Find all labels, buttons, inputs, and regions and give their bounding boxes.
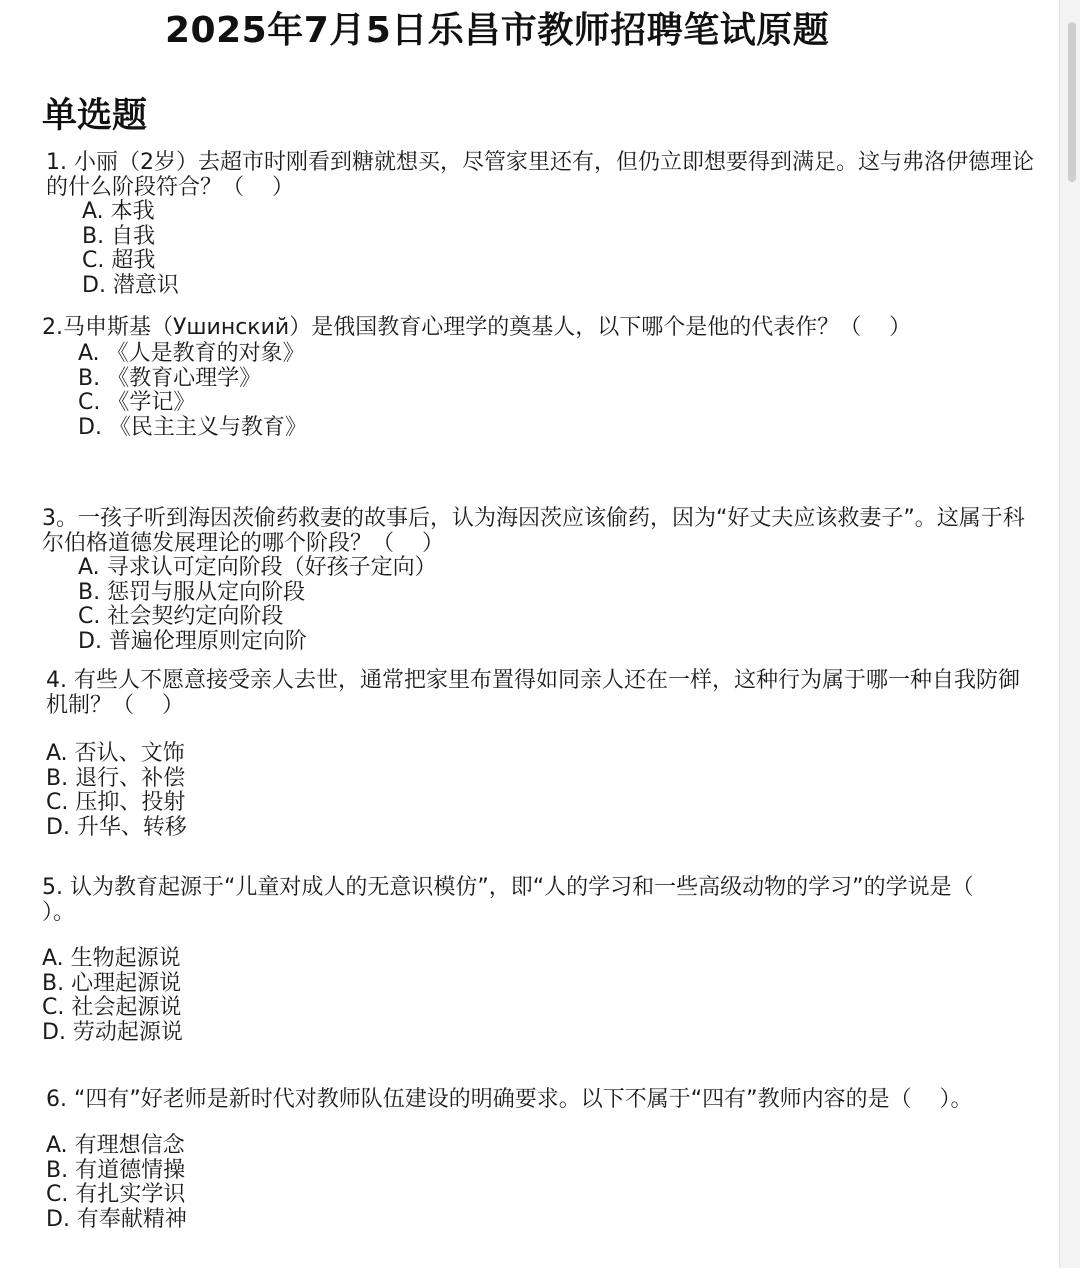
vertical-scrollbar[interactable] [1059, 0, 1080, 1268]
question-5 [42, 875, 1032, 1045]
option-d: D. 有奉献精神 [46, 1206, 187, 1232]
question-text: 5. 认为教育起源于“儿童对成人的无意识模仿”，即“人的学习和一些高级动物的学习”的学说是（ ）。 [42, 875, 1002, 925]
option-a: A. 生物起源说 [42, 946, 181, 971]
option-b: B. 有道德情操 [46, 1157, 186, 1183]
question-4 [46, 668, 1041, 840]
option-d: D. 潜意识 [82, 272, 179, 298]
question-1 [46, 150, 1036, 298]
option-c: C. 有扎实学识 [46, 1182, 186, 1207]
question-text: 1. 小丽（2岁）去超市时刚看到糖就想买，尽管家里还有，但仍立即想要得到满足。这与弗洛伊德理论的什么阶段符合？（ ） [46, 150, 1034, 200]
question-text: 4. 有些人不愿意接受亲人去世，通常把家里布置得如同亲人还在一样，这种行为属于哪一种自我防御机制？（ ） [46, 668, 1020, 718]
question-text: 2.马申斯基（Ушинский）是俄国教育心理学的奠基人，以下哪个是他的代表作？（ ） [42, 315, 912, 340]
scrollbar-thumb[interactable] [1068, 22, 1076, 182]
option-c: C. 超我 [82, 248, 156, 273]
option-c: C. 社会契约定向阶段 [78, 604, 284, 629]
option-d: D. 普遍伦理原则定向阶 [78, 628, 307, 654]
option-d: D. 升华、转移 [46, 814, 187, 840]
option-a: A. 有理想信念 [46, 1133, 185, 1158]
section-title: 单选题 [42, 96, 148, 136]
question-text: 6. “四有”好老师是新时代对教师队伍建设的明确要求。以下不属于“四有”教师内容的是（ ）。 [46, 1087, 973, 1112]
option-a: A. 寻求认可定向阶段（好孩子定向） [78, 555, 437, 580]
option-a: A. 否认、文饰 [46, 741, 185, 766]
option-d: D. 劳动起源说 [42, 1019, 183, 1045]
question-3 [42, 506, 1037, 654]
option-b: B. 惩罚与服从定向阶段 [78, 579, 306, 605]
option-b: B. 《教育心理学》 [78, 365, 262, 391]
option-c: C. 压抑、投射 [46, 790, 186, 815]
option-c: C. 社会起源说 [42, 995, 182, 1020]
document-title: 2025年7月5日乐昌市教师招聘笔试原题 [165, 10, 830, 51]
question-text: 3。一孩子听到海因茨偷药救妻的故事后，认为海因茨应该偷药，因为“好丈夫应该救妻子”。这属于科尔伯格道德发展理论的哪个阶段？（ ） [42, 506, 1025, 556]
option-b: B. 自我 [82, 223, 156, 249]
option-c: C. 《学记》 [78, 390, 196, 415]
option-b: B. 退行、补偿 [46, 765, 186, 791]
question-6 [46, 1087, 1041, 1232]
option-b: B. 心理起源说 [42, 970, 182, 996]
option-a: A. 本我 [82, 199, 155, 224]
option-d: D. 《民主主义与教育》 [78, 414, 307, 440]
question-2 [42, 315, 1002, 440]
option-a: A. 《人是教育的对象》 [78, 341, 305, 366]
